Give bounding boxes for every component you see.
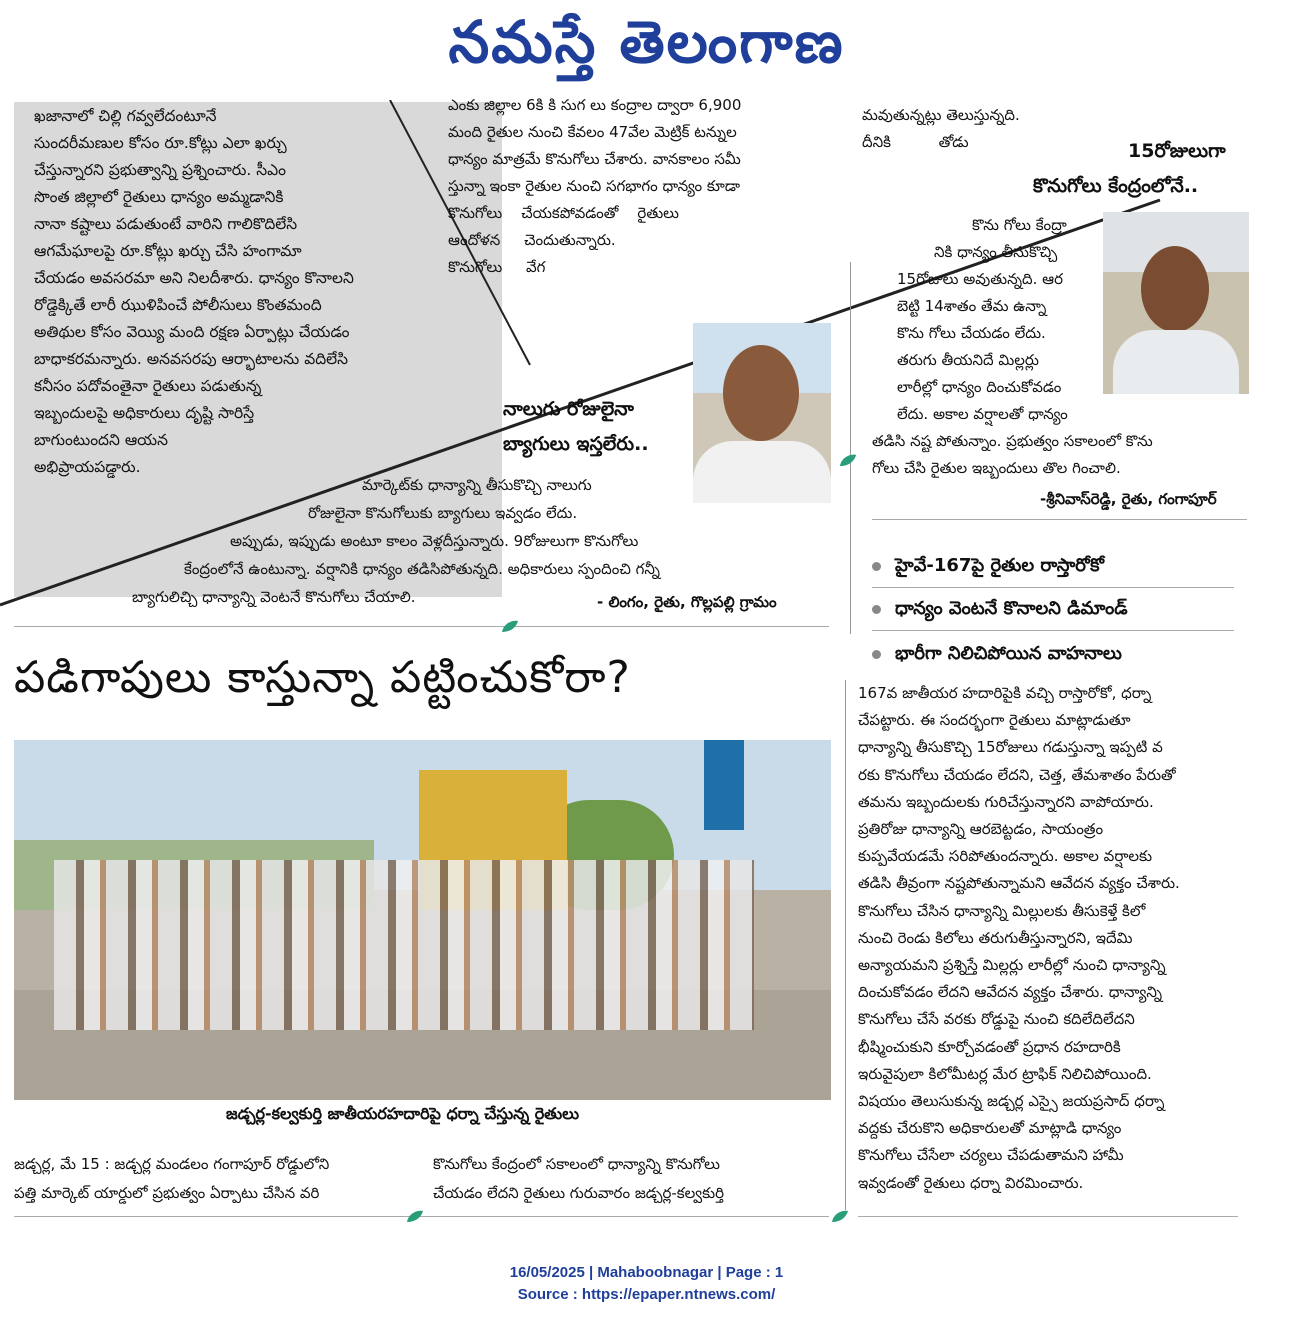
masthead-title: నమస్తే తెలంగాణ	[448, 8, 845, 76]
protest-photo	[14, 740, 831, 1100]
right-story-line: కొనుగోలు చేసేలా చర్యలు చేపడుతామని హామీ	[858, 1146, 1124, 1165]
quote-center-credit: - లింగం, రైతు, గొల్లపల్లి గ్రామం	[597, 593, 777, 611]
quote-center-text	[132, 471, 852, 611]
quote-center-line: మార్కెట్‌కు ధాన్యాన్ని తీసుకొచ్చి నాలుగు	[362, 476, 592, 494]
right-story-line: వద్దకు చేరుకొని అధికారులతో మాట్లాడి ధాన్యం	[858, 1119, 1122, 1138]
quote-center-line: బ్యాగులిచ్చి ధాన్యాన్ని వెంటనే కొనుగోలు చేయాలి.	[132, 588, 416, 606]
quote-right-heading-1: 15రోజులుగా	[1128, 140, 1226, 162]
bottom-center-text	[433, 1150, 833, 1208]
leaf-icon	[405, 1208, 425, 1224]
bottom-left-line: పత్తి మార్కెట్ యార్డులో ప్రభుత్వం ఏర్పాటు చేసిన వరి	[14, 1184, 320, 1202]
quote-center-heading-1: నాలుగు రోజులైనా	[503, 398, 634, 420]
divider-left	[14, 626, 829, 627]
bottom-divider-right	[858, 1216, 1238, 1217]
panel-left-line: బాధాకరమన్నారు. అనవసరపు ఆర్భాటాలను వదిలేసి	[34, 350, 349, 368]
right-story-line: తమను ఇబ్బందులకు గురిచేస్తున్నారని వాపోయారు.	[858, 792, 1154, 811]
panel-left-line: అతిథుల కోసం వెయ్యి మంది రక్షణ ఏర్పాట్లు చేయడం	[34, 323, 350, 341]
leaf-icon	[838, 452, 858, 468]
quote-right-line: గోలు చేసి రైతుల ఇబ్బందులు తొల గించాలి.	[872, 459, 1121, 477]
panel-left-line: ఇబ్బందులపై అధికారులు దృష్టి సారిస్తే	[34, 404, 255, 422]
panel-left-line: సొంత జిల్లాలో రైతులు ధాన్యం అమ్మడానికి	[34, 188, 284, 206]
right-story-line: ప్రతిరోజు ధాన్యాన్ని ఆరబెట్టడం, సాయంత్రం	[858, 820, 1104, 839]
quote-right-line: బెట్టి 14శాతం తేమ ఉన్నా	[897, 297, 1047, 315]
right-story-line: భీష్మించుకుని కూర్చోవడంతో ప్రధాన రహదారికి	[858, 1037, 1121, 1056]
quote-right-line: 15రోజులు అవుతున్నది. ఆర	[897, 270, 1064, 288]
quote-right-credit: -శ్రీనివాస్‌రెడ్డి, రైతు, గంగాపూర్	[1040, 490, 1217, 508]
bottom-center-line: చేయడం లేదని రైతులు గురువారం జడ్చర్ల-కల్వకుర్తి	[433, 1184, 725, 1202]
quote-right-line: నికి ధాన్యం తీసుకొచ్చి	[934, 243, 1058, 261]
right-story-line: కొనుగోలు చేసే వరకు రోడ్డుపై నుంచి కదిలేదిలేదని	[858, 1010, 1135, 1029]
quote-center-line: అప్పుడు, ఇప్పుడు అంటూ కాలం వెళ్లదీస్తున్నారు. 9రోజులుగా కొనుగోలు	[230, 532, 639, 550]
right-story-line: కుప్పవేయడమే సరిపోతుందన్నారు. అకాల వర్షాలకు	[858, 847, 1153, 866]
right-story-line: నుంచి రెండు కిలోలు తరుగుతీస్తున్నారని, ఇదేమి	[858, 928, 1133, 947]
panel-left-line: అభిప్రాయపడ్డారు.	[34, 458, 141, 476]
col-center-line: ఆందోళన చెందుతున్నారు.	[448, 231, 616, 249]
quote-center-line: కేంద్రంలోనే ఉంటున్నా. వర్షానికి ధాన్యం తడిసిపోతున్నది. అధికారులు స్పందించి గన్నీ	[184, 560, 660, 578]
right-story-line: ఇవ్వడంతో రైతులు ధర్నా విరమించారు.	[858, 1173, 1084, 1192]
right-top-column-text	[862, 102, 1162, 156]
right-story-line: దించుకోవడం లేదని ఆవేదన వ్యక్తం చేశారు. ధాన్యాన్ని	[858, 983, 1163, 1002]
footer-line-1: 16/05/2025 | Mahaboobnagar | Page : 1	[509, 1264, 784, 1281]
bullet-divider-2	[872, 630, 1234, 631]
bullet-1: హైవే-167పై రైతుల రాస్తారోకో	[872, 555, 1104, 580]
col-center-line: ధాన్యం మాత్రమే కొనుగోలు చేశారు. వానకాలం సమీ	[448, 150, 741, 168]
leaf-icon	[500, 618, 520, 634]
col-center-line: కొనుగోలు వేగ	[448, 258, 546, 276]
right-story-line: ధాన్యాన్ని తీసుకొచ్చి 15రోజులు గడుస్తున్నా ఇప్పటి వ	[858, 738, 1163, 757]
right-story-line: విషయం తెలుసుకున్న జడ్చర్ల ఎస్సై జయప్రసాద్ ధర్నా	[858, 1092, 1165, 1111]
panel-left-line: ఆగమేఘాలపై రూ.కోట్లు ఖర్చు చేసి హంగామా	[34, 242, 302, 260]
right-story-line: ఇరువైపులా కిలోమీటర్ల మేర ట్రాఫిక్ నిలిచిపోయింది.	[858, 1064, 1152, 1083]
right-story-line: రకు కొనుగోలు చేయడం లేదని, చెత్త, తేమశాతం పేరుతో	[858, 765, 1176, 784]
bullet-3: భారీగా నిలిచిపోయిన వాహనాలు	[872, 643, 1122, 668]
headline: పడిగాపులు కాస్తున్నా పట్టించుకోరా?	[14, 652, 631, 703]
masthead	[0, 8, 1293, 91]
quote-right-heading-2: కొనుగోలు కేంద్రంలోనే..	[1033, 175, 1199, 197]
right-story-line: కొనుగోలు చేసిన ధాన్యాన్ని మిల్లులకు తీసుకెళ్తే కిలో	[858, 901, 1146, 920]
panel-left-line: నానా కష్టాలు పడుతుంటే వారిని గాలికొదిలేసి	[34, 215, 298, 233]
quote-right-line: లేదు. అకాల వర్షాలతో ధాన్యం	[897, 405, 1068, 423]
leaf-icon	[830, 1208, 850, 1224]
quote-right-text	[872, 212, 1252, 482]
photo-caption: జడ్చర్ల-కల్వకుర్తి జాతీయరహదారిపై ధర్నా చేస్తున్న రైతులు	[226, 1104, 580, 1123]
center-column-text	[448, 92, 848, 281]
bullet-2: ధాన్యం వెంటనే కొనాలని డిమాండ్	[872, 598, 1128, 623]
right-story-line: చేపట్టారు. ఈ సందర్భంగా రైతులు మాట్లాడుతూ	[858, 711, 1131, 730]
vertical-rule-story	[845, 680, 846, 1210]
panel-left-line: చేస్తున్నారని ప్రభుత్వాన్ని ప్రశ్నించారు. సీఎం	[34, 161, 286, 179]
bottom-center-line: కొనుగోలు కేంద్రంలో సకాలంలో ధాన్యాన్ని కొనుగోలు	[433, 1155, 720, 1173]
footer-line-2: Source : https://epaper.ntnews.com/	[517, 1286, 776, 1303]
panel-left-line: కనీసం పదోవంతైనా రైతులు పడుతున్న	[34, 377, 262, 395]
panel-left-line: సుందరీమణుల కోసం రూ.కోట్లు ఎలా ఖర్చు	[34, 134, 287, 152]
col-center-line: మంది రైతుల నుంచి కేవలం 47వేల మెట్రిక్ టన్నుల	[448, 123, 737, 141]
quote-right-line: తడిసి నష్ట పోతున్నాం. ప్రభుత్వం సకాలంలో కొను	[872, 432, 1153, 450]
quote-right-line: కొను గోలు కేంద్రా	[972, 216, 1067, 234]
quote-center-line: రోజులైనా కొనుగోలుకు బ్యాగులు ఇవ్వడం లేదు.	[308, 504, 578, 522]
quote-right-line: తరుగు తీయనిదే మిల్లర్లు	[897, 351, 1039, 369]
bottom-left-line: జడ్చర్ల, మే 15 : జడ్చర్ల మండలం గంగాపూర్ రోడ్డులోని	[14, 1155, 330, 1173]
col-center-line: ఎంకు జిల్లాల 6కి కి సుగ లు కంద్రాల ద్వారా 6,900	[448, 96, 742, 114]
quote-right-line: లారీల్లో ధాన్యం దించుకోవడం	[897, 378, 1062, 396]
quote-center-heading-2: బ్యాగులు ఇస్తలేరు..	[503, 433, 649, 455]
col-center-line: కొనుగోలు చేయకపోవడంతో రైతులు	[448, 204, 680, 222]
col-right-top-line: మవుతున్నట్లు తెలుస్తున్నది.	[862, 106, 1020, 124]
bottom-left-text	[14, 1150, 414, 1208]
right-story-line: 167వ జాతీయర హదారిపైకి వచ్చి రాస్తారోకో, ధర్నా	[858, 684, 1152, 702]
bullet-divider-1	[872, 587, 1234, 588]
col-center-line: స్తున్నా ఇంకా రైతుల నుంచి సగభాగం ధాన్యం కూడా	[448, 177, 741, 195]
right-story-line: అన్యాయమని ప్రశ్నిస్తే మిల్లర్లు లారీల్లో నుంచి ధాన్యాన్ని	[858, 956, 1166, 975]
panel-left-line: ఖజానాలో చిల్లి గవ్వలేదంటూనే	[34, 107, 217, 125]
right-story-text	[858, 680, 1258, 1197]
panel-left-line: రోడ్డెక్కితే లారీ ఝుళిపించే పోలీసులు కొంతమంది	[34, 296, 322, 314]
panel-left-line: చేయడం అవసరమా అని నిలదీశారు. ధాన్యం కొనాలని	[34, 269, 354, 287]
col-right-top-line: దీనికి తోడు	[862, 133, 969, 151]
quote-right-line: కొను గోలు చేయడం లేదు.	[897, 324, 1046, 342]
panel-left-line: బాగుంటుందని ఆయన	[34, 431, 168, 449]
right-story-line: తడిసి తీవ్రంగా నష్టపోతున్నామని ఆవేదన వ్యక్తం చేశారు.	[858, 874, 1180, 893]
divider-right-quote	[872, 519, 1247, 520]
